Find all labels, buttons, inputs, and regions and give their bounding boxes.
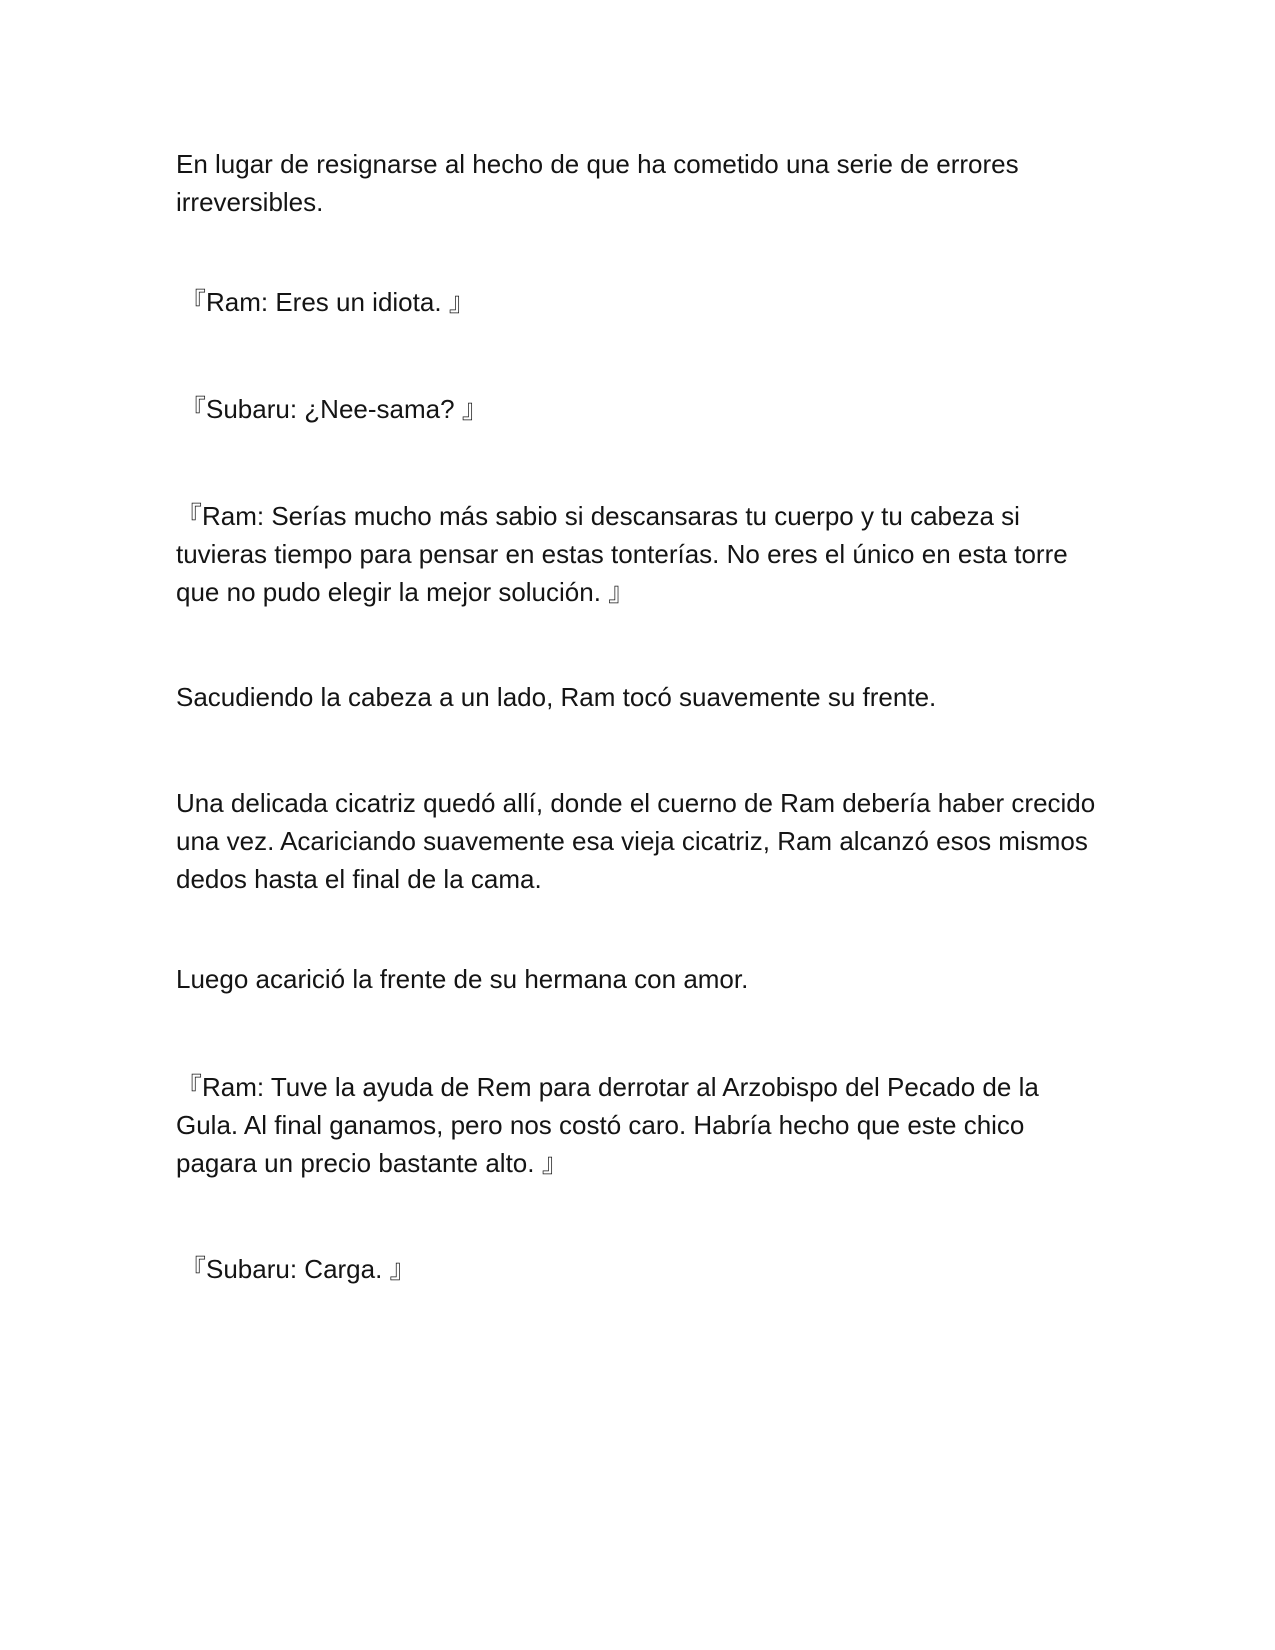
dialogue-ram-wiser: 『Ram: Serías mucho más sabio si descansaras tu cuerpo y tu cabeza si tuvieras tiempo para pensar en estas tonterías. No eres el único en esta torre que no pudo elegir la mejor solución. 』: [176, 501, 1068, 607]
dialogue-ram-idiot: 『Ram: Eres un idiota. 』: [180, 287, 475, 317]
paragraph-ram-touched-forehead: Sacudiendo la cabeza a un lado, Ram tocó suavemente su frente.: [176, 682, 937, 712]
paragraph-delicate-scar: Una delicada cicatriz quedó allí, donde el cuerno de Ram debería haber crecido una vez. Acariciando suavemente esa vieja cicatriz, Ram alcanzó esos mismos dedos hasta el final de la cama.: [176, 788, 1096, 894]
dialogue-subaru-nee-sama: 『Subaru: ¿Nee-sama? 』: [180, 394, 488, 424]
dialogue-ram-gluttony: 『Ram: Tuve la ayuda de Rem para derrotar al Arzobispo del Pecado de la Gula. Al final ganamos, pero nos costó caro. Habría hecho que este chico pagara un precio bastante alto. 』: [176, 1072, 1039, 1178]
paragraph-caressed-sister: Luego acarició la frente de su hermana con amor.: [176, 964, 749, 994]
paragraph-resignation: En lugar de resignarse al hecho de que ha cometido una serie de errores irreversibles.: [176, 149, 1019, 217]
dialogue-subaru-burden: 『Subaru: Carga. 』: [180, 1254, 416, 1284]
